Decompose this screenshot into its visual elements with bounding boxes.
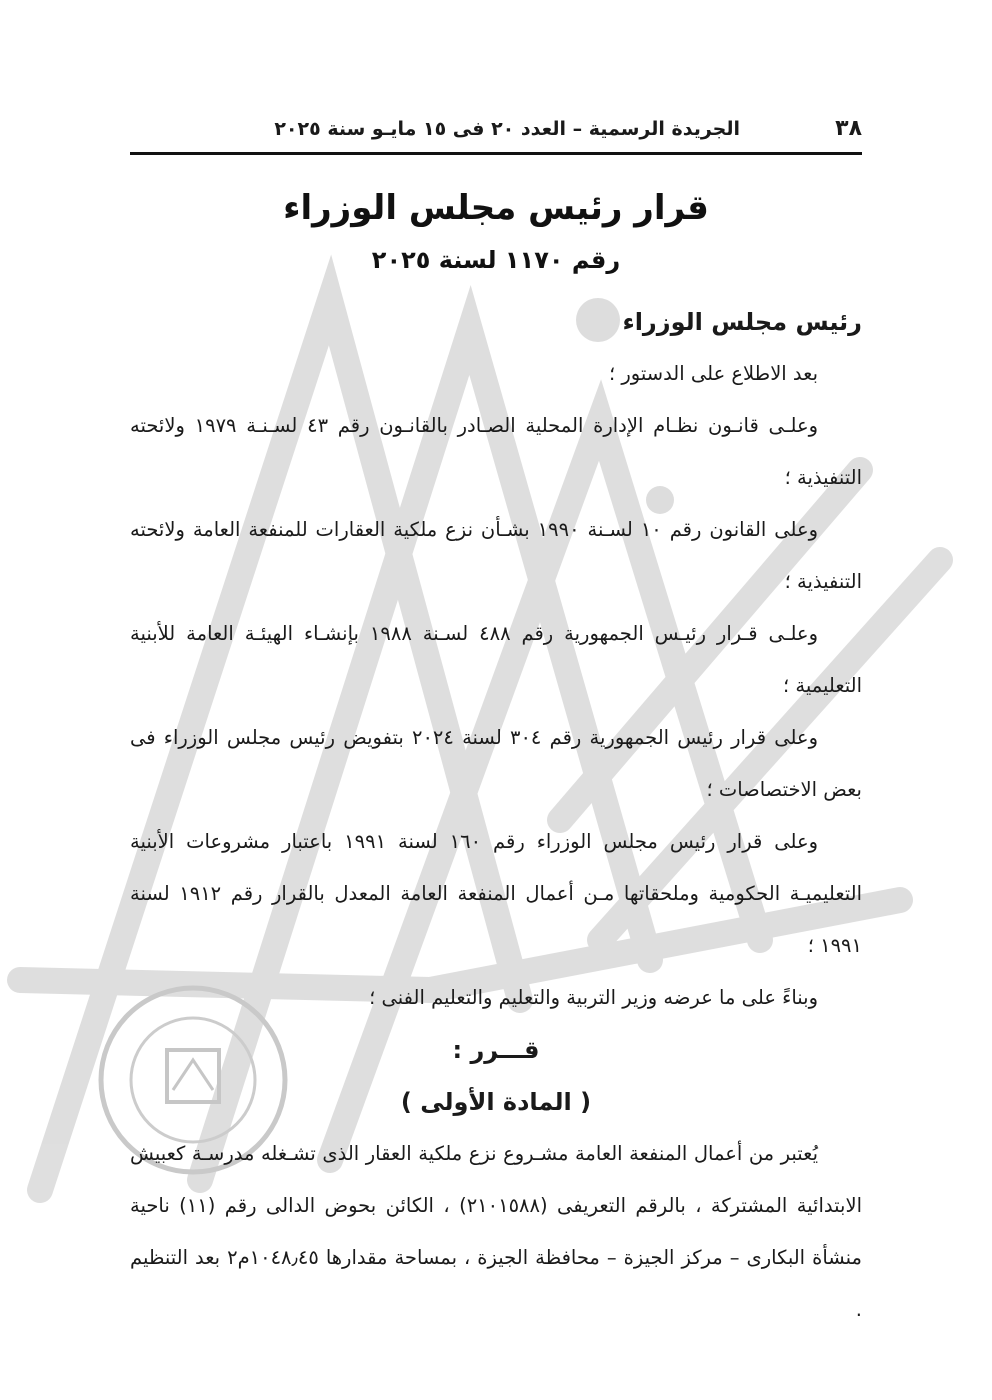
preamble-paragraph: وعلى القانون رقم ١٠ لسـنة ١٩٩٠ بشـأن نزع ملكية العقارات للمنفعة العامة ولائحته التنفيذية ؛ bbox=[130, 518, 862, 593]
page-number: ٣٨ bbox=[835, 116, 862, 141]
preamble-paragraph: وعلى قرار رئيس مجلس الوزراء رقم ١٦٠ لسنة ١٩٩١ باعتبار مشروعات الأبنية التعليميـة الحكومية وملحقاتها مـن أعمال المنفعة العامة المعدل بالقرار رقم ١٩١٢ لسنة ١٩٩١ ؛ bbox=[130, 830, 862, 957]
decree-title: قرار رئيس مجلس الوزراء bbox=[283, 188, 709, 228]
preamble-paragraph: وبناءً على ما عرضه وزير التربية والتعليم والتعليم الفنى ؛ bbox=[369, 986, 818, 1009]
decree-body bbox=[130, 296, 862, 1336]
preamble-paragraph: وعلـى قانـون نظـام الإدارة المحلية الصـادر بالقانـون رقم ٤٣ لسـنـة ١٩٧٩ ولائحته التنفيذية ؛ bbox=[130, 414, 862, 489]
preamble-paragraph: وعلى قرار رئيس الجمهورية رقم ٣٠٤ لسنة ٢٠٢٤ بتفويض رئيس مجلس الوزراء فى بعض الاختصاصات ؛ bbox=[130, 726, 862, 801]
preamble-paragraph: وعلـى قـرار رئيـس الجمهورية رقم ٤٨٨ لسـنة ١٩٨٨ بإنشـاء الهيئـة العامة للأبنية التعليمية ؛ bbox=[130, 622, 862, 697]
page-header bbox=[130, 112, 862, 155]
decree-number: رقم ١١٧٠ لسنة ٢٠٢٥ bbox=[371, 246, 621, 274]
issuer-heading: رئيس مجلس الوزراء bbox=[622, 308, 862, 336]
preamble-paragraph: بعد الاطلاع على الدستور ؛ bbox=[608, 362, 818, 385]
decided-label: قـــرر : bbox=[452, 1036, 540, 1064]
article-heading: ( المادة الأولى ) bbox=[400, 1088, 592, 1116]
article-text: يُعتبر من أعمال المنفعة العامة مشـروع نزع ملكية العقار الذى تشـغله مدرسـة كعبيش الابتدائية المشتركة ، بالرقم التعريفى (٢١٠١٥٨٨) ، الكائن بحوض الدالى رقم (١١) ناحية منشأة البكارى – مركز الجيزة – محافظة الجيزة ، بمساحة مقدارها ١٠٤٨٫٤٥م٢ بعد التنظيم . bbox=[130, 1142, 862, 1321]
gazette-header-text: الجريدة الرسمية – العدد ٢٠ فى ١٥ مايـو سنة ٢٠٢٥ bbox=[274, 118, 740, 140]
